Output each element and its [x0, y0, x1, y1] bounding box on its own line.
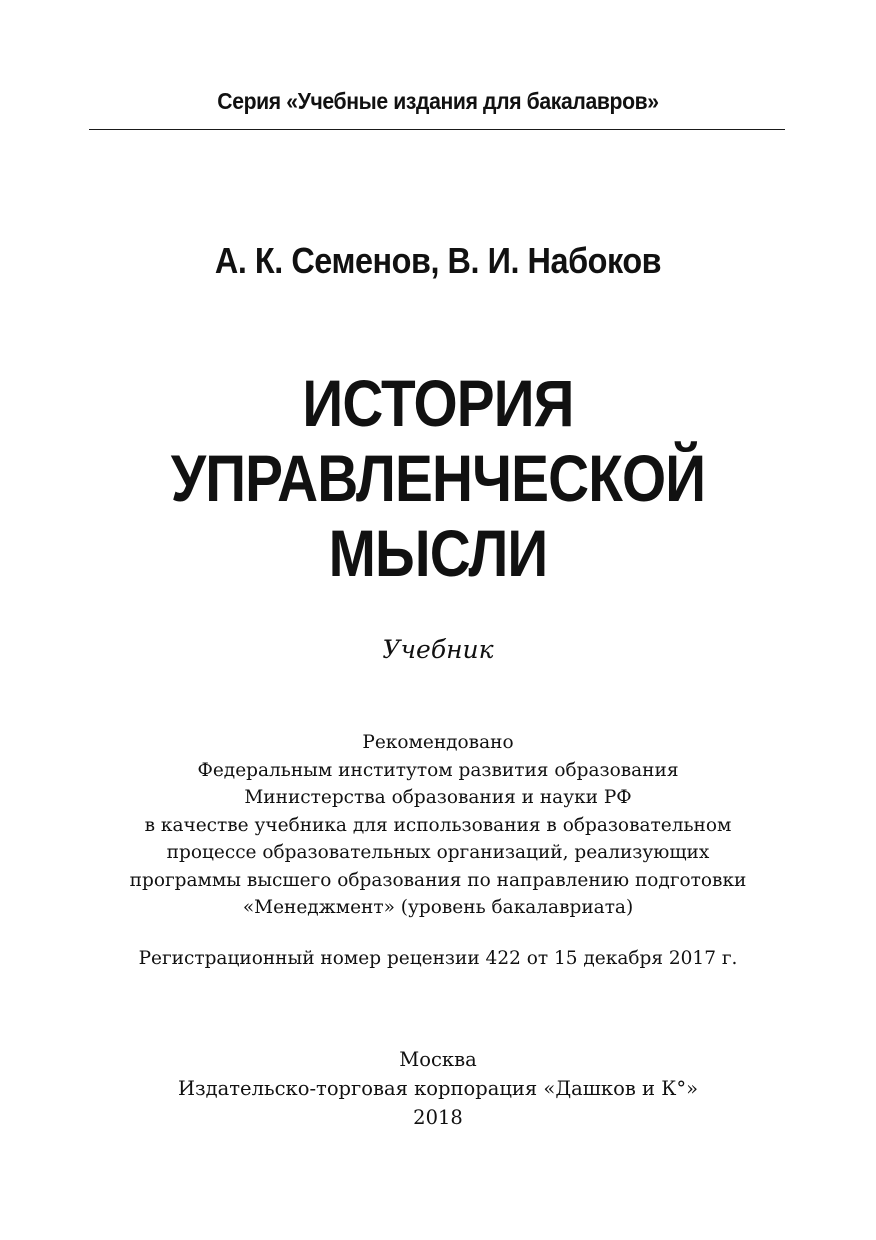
recommendation-line: в качестве учебника для использования в образовательном: [144, 814, 732, 836]
recommendation-line: программы высшего образования по направлению подготовки: [129, 869, 747, 891]
recommendation-line: процессе образовательных организаций, реализующих: [166, 842, 710, 863]
recommendation-line: Рекомендовано: [362, 732, 514, 753]
title-line: УПРАВЛЕНЧЕСКОЙ: [170, 441, 706, 515]
header-rule: [89, 129, 785, 130]
imprint-block: [0, 1045, 876, 1132]
title-line: ИСТОРИЯ: [302, 366, 574, 440]
registration-number: Регистрационный номер рецензии 422 от 15 декабря 2017 г.: [138, 948, 738, 969]
book-title: [61, 366, 814, 591]
title-line: МЫСЛИ: [328, 516, 548, 590]
recommendation-line: Федеральным институтом развития образования: [197, 759, 679, 781]
recommendation-line: Министерства образования и науки РФ: [244, 787, 632, 808]
authors: А. К. Семенов, В. И. Набоков: [214, 240, 662, 281]
series-name: Серия «Учебные издания для бакалавров»: [217, 88, 659, 114]
recommendation-line: «Менеджмент» (уровень бакалавриата): [242, 897, 634, 918]
imprint-publisher: Издательско-торговая корпорация «Дашков и К°»: [177, 1077, 699, 1100]
imprint-city: Москва: [399, 1048, 477, 1071]
recommendation-block: [0, 729, 876, 922]
imprint-year: 2018: [413, 1106, 463, 1129]
book-type: Учебник: [382, 635, 494, 664]
